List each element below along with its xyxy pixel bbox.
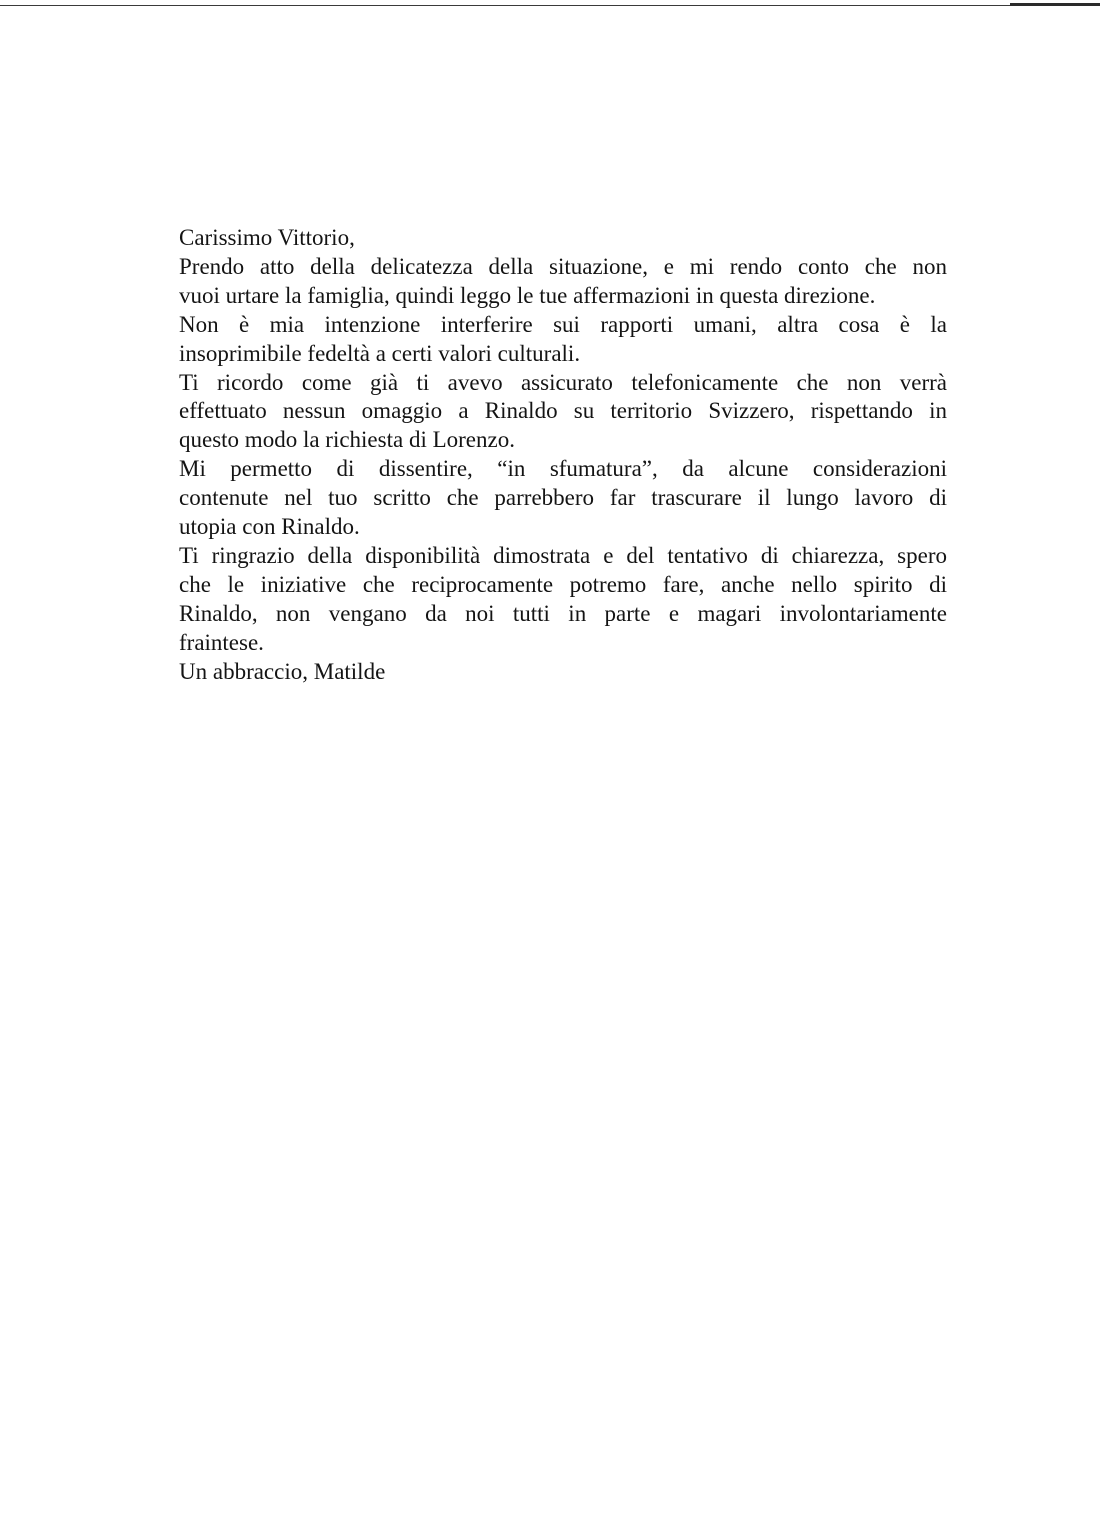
text-line: Ti ringrazio della disponibilità dimostrata e del tentativo di chiarezza, spero [179, 542, 947, 568]
text-line: che le iniziative che reciprocamente potremo fare, anche nello spirito di [179, 571, 947, 597]
text-line: questo modo la richiesta di Lorenzo. [179, 427, 515, 453]
paragraph-thanks [179, 542, 947, 658]
scan-top-right-mark [1010, 3, 1100, 6]
text-line: contenute nel tuo scritto che parrebbero far trascurare il lungo lavoro di [179, 485, 947, 511]
text-line: Prendo atto della delicatezza della situazione, e mi rendo conto che non [179, 253, 947, 279]
paragraph-acknowledgement [179, 253, 947, 311]
text-line: insoprimibile fedeltà a certi valori culturali. [179, 340, 581, 366]
paragraph-dissent [179, 455, 947, 542]
salutation: Carissimo Vittorio, [179, 225, 355, 250]
text-line: utopia con Rinaldo. [179, 514, 360, 540]
text-line: Mi permetto di dissentire, “in sfumatura”, da alcune considerazioni [179, 456, 947, 482]
paragraph-intention [179, 311, 947, 369]
text-line: Rinaldo, non vengano da noi tutti in parte e magari involontariamente [179, 600, 947, 626]
text-line: vuoi urtare la famiglia, quindi leggo le tue affermazioni in questa direzione. [179, 282, 876, 308]
text-line: Non è mia intenzione interferire sui rapporti umani, altra cosa è la [179, 311, 947, 337]
closing-signature: Un abbraccio, Matilde [179, 658, 386, 684]
text-line: effettuato nessun omaggio a Rinaldo su territorio Svizzero, rispettando in [179, 398, 947, 424]
letter-body [179, 224, 947, 687]
text-line: Ti ricordo come già ti avevo assicurato telefonicamente che non verrà [179, 369, 947, 395]
paragraph-reminder [179, 369, 947, 456]
text-line: fraintese. [179, 629, 264, 655]
scan-top-border [0, 5, 1100, 6]
